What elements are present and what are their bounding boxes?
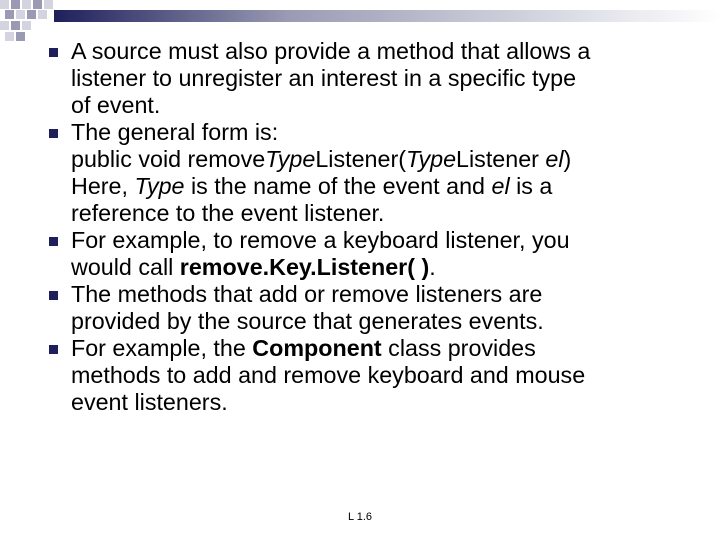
slide-number: L 1.6 [347,511,373,523]
bullet-square-icon [49,291,58,300]
header-square [16,32,25,41]
class-name: Component [252,335,382,361]
header-square [44,0,53,9]
header-square [22,0,31,9]
bullet-item: For example, the Component class provides methods to add and remove keyboard and mouse event listeners. [49,335,709,416]
bullet-item: The methods that add or remove listeners are provided by the source that generates events. [49,281,709,335]
header-gradient-band [54,10,720,22]
header-square [11,21,20,30]
method-name: remove.Key.Listener( ) [179,254,430,280]
header-square [27,10,36,19]
explanation-line: Here, Type is the name of the event and el is a [71,173,553,199]
bullet-square-icon [49,237,58,246]
bullet-item: A source must also provide a method that allows a listener to unregister an interest in a specific type of event. [49,38,709,119]
bullet-item: For example, to remove a keyboard listener, you would call remove.Key.Listener( ). [49,227,709,281]
bullet-list [49,38,709,416]
header-square [5,32,14,41]
header-square [0,21,9,30]
code-signature: public void removeTypeListener(TypeListener el) [71,146,572,172]
bullet-square-icon [49,345,58,354]
bullet-item: The general form is: public void removeTypeListener(TypeListener el) Here, Type is the name of the event and el is a reference to the event listener. [49,119,709,227]
header-square [22,21,31,30]
bullet-square-icon [49,48,58,57]
header-square [5,10,14,19]
header-square [0,0,9,9]
header-square [33,0,42,9]
header-square [38,10,47,19]
header-square [11,0,20,9]
bullet-square-icon [49,129,58,138]
header-square [16,10,25,19]
